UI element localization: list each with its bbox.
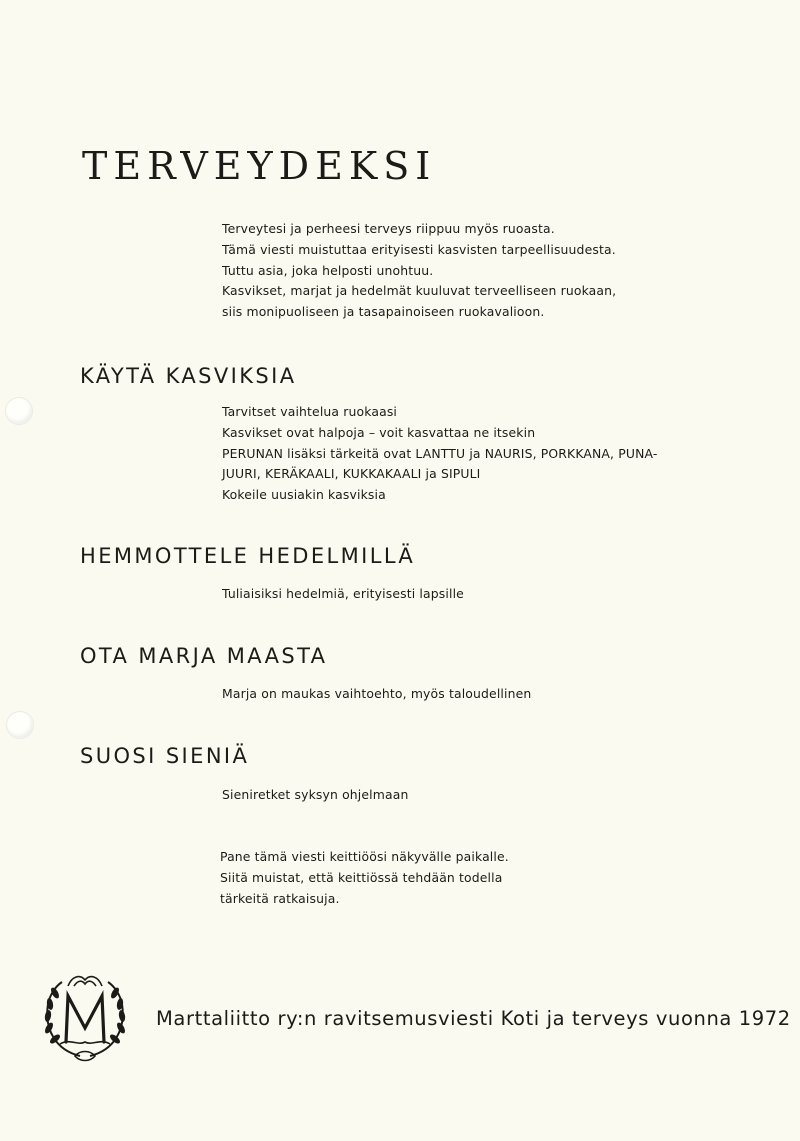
- intro-line: Tuttu asia, joka helposti unohtuu.: [222, 262, 434, 278]
- intro-line: Terveytesi ja perheesi terveys riippuu myös ruoasta.: [222, 221, 555, 236]
- page-title: TERVEYDEKSI: [82, 144, 437, 188]
- section-hemmottele-hedelmilla-text: [222, 584, 464, 605]
- section-kayta-kasviksia-text: [222, 402, 657, 506]
- intro-paragraph: [222, 219, 616, 323]
- heading-kayta-kasviksia: KÄYTÄ KASVIKSIA: [80, 364, 297, 388]
- section-line: Marja on maukas vaihtoehto, myös taloudellinen: [222, 686, 532, 701]
- section-line: PERUNAN lisäksi tärkeitä ovat LANTTU ja NAURIS, PORKKANA, PUNA-: [222, 445, 658, 461]
- heading-suosi-sienia: SUOSI SIENIÄ: [80, 744, 250, 768]
- closing-line: tärkeitä ratkaisuja.: [220, 890, 340, 906]
- section-suosi-sienia-text: [222, 785, 408, 806]
- closing-line: Siitä muistat, että keittiössä tehdään todella: [220, 869, 503, 885]
- section-ota-marja-maasta-text: [222, 684, 531, 705]
- footer-credit: Marttaliitto ry:n ravitsemusviesti Koti ja terveys vuonna 1972: [156, 1007, 791, 1030]
- heading-ota-marja-maasta: OTA MARJA MAASTA: [80, 644, 328, 668]
- section-line: Tuliaisiksi hedelmiä, erityisesti lapsille: [222, 586, 464, 601]
- section-line: Tarvitset vaihtelua ruokaasi: [222, 404, 398, 419]
- intro-line: Tämä viesti muistuttaa erityisesti kasvisten tarpeellisuudesta.: [222, 241, 616, 257]
- punch-hole-upper: [5, 397, 33, 425]
- section-line: Sieniretket syksyn ohjelmaan: [222, 787, 409, 802]
- section-line: JUURI, KERÄKAALI, KUKKAKAALI ja SIPULI: [222, 466, 481, 482]
- closing-line: Pane tämä viesti keittiöösi näkyvälle paikalle.: [220, 849, 509, 864]
- intro-line: siis monipuoliseen ja tasapainoiseen ruokavalioon.: [222, 304, 545, 320]
- punch-hole-lower: [6, 711, 34, 739]
- section-line: Kasvikset ovat halpoja – voit kasvattaa ne itsekin: [222, 424, 536, 440]
- section-line: Kokeile uusiakin kasviksia: [222, 487, 386, 503]
- intro-line: Kasvikset, marjat ja hedelmät kuuluvat terveelliseen ruokaan,: [222, 283, 617, 299]
- closing-paragraph: [220, 847, 509, 909]
- heading-hemmottele-hedelmilla: HEMMOTTELE HEDELMILLÄ: [80, 544, 416, 568]
- marttaliitto-emblem-icon: [40, 972, 130, 1064]
